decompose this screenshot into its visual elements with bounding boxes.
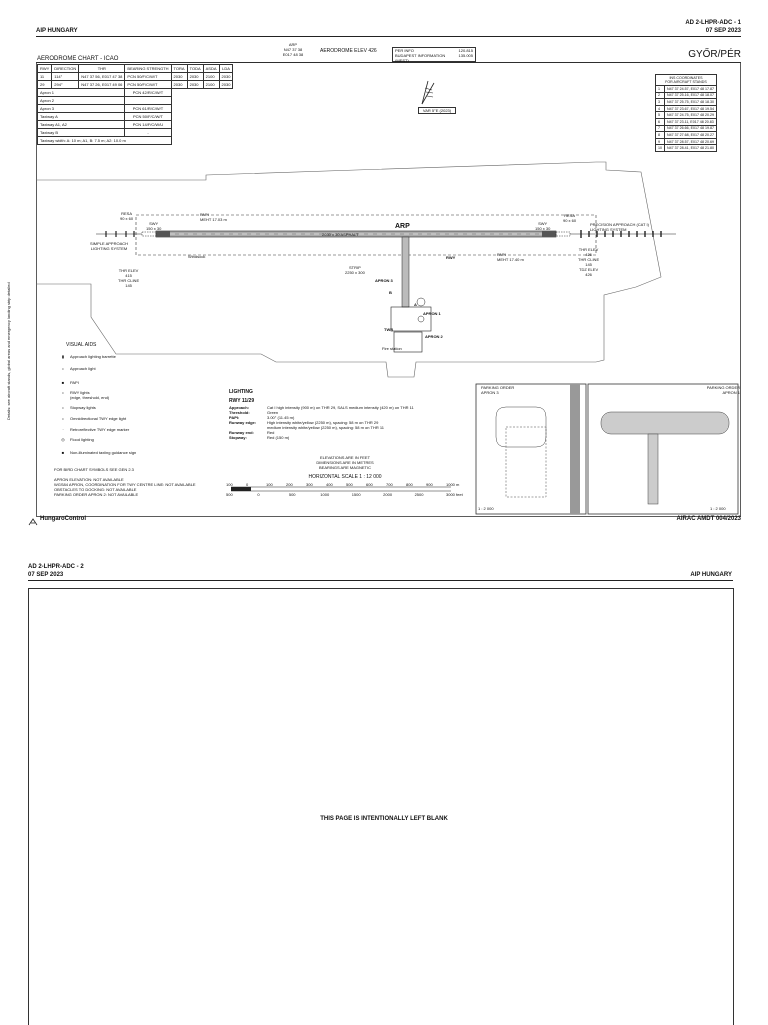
runway-cell: 2100 [203,81,219,89]
visual-aid-label: Retroreflective TWY edge marker [70,427,130,432]
runway-cell: N47 37 56, E017 47 38 [79,73,125,81]
map-windsock: Windsock [188,254,206,259]
coords-cell: N47 37 25.75, E017 48 18.30 [665,99,717,106]
inset-left-title-2: APRON 3 [481,390,499,395]
footer-left: HungaroControl [40,516,86,522]
page2-header-left-2: 07 SEP 2023 [28,572,64,578]
map-rwy-dims: 2030 x 30 ASPHALT [322,232,359,237]
visual-aid-label: Non-illuminated taxiing guidance sign [70,450,137,455]
page2-header-left-1: AD 2-LHPR-ADC - 2 [28,564,84,570]
arp-box-l1: ARP [288,42,298,47]
scale-feet-ticks [226,492,463,498]
runway-cell: 2100 [203,73,219,81]
visual-aid-symbol-icon: • [62,366,64,371]
coords-cell: 7 [656,125,665,132]
map-precision-approach: PRECISION APPROACH (CAT I) LIGHTING SYSTEM [590,222,649,232]
chart-note: APRON ELEVATION: NOT AVAILABLE [54,477,124,482]
lighting-subtitle: RWY 11/29 [229,398,255,404]
visual-aid-symbol-icon: ■ [61,380,65,385]
map-taxiway-b: B [389,290,392,295]
visual-aid-label: RWY lights (edge, threshold, end) [70,390,110,400]
page2-header-right: AIP HUNGARY [690,572,732,578]
visual-aid-item [56,427,129,432]
lighting-key: Runway end: [229,430,254,435]
scale-tick-label: 0 [246,482,249,487]
visual-aid-label: Flood lighting [70,437,94,442]
map-resa-left: RESA 90 x 60 [120,211,134,221]
elevation-notes [300,455,390,470]
map-apron3: APRON 3 [375,278,393,283]
runway-cell: 11 [38,73,52,81]
visual-aid-symbol-icon: · [62,427,64,432]
map-thr-right: THR ELEV 426 THR CLINE 145 TDZ ELEV 426 [578,247,600,277]
map-twr: TWR [384,327,394,332]
runway-cell: 2030 [171,81,187,89]
visual-aid-item [56,366,96,371]
visual-aid-label: Stopway lights [70,405,96,410]
lighting-value: High intensity white/yellow (2250 m), spacing: 58 m on THR 29 [267,420,379,425]
lighting-key: Runway edge: [229,420,257,425]
scale-tick-label: 100 [226,482,233,487]
runway-cell: 294° [52,81,79,89]
surface-pcn: PCN 50/F/C/W/T [125,113,171,121]
arp-box-l2: N47 37 38 [283,47,303,52]
surface-pcn: - [125,129,171,137]
surface-name: Taxiway B [38,129,125,137]
surface-name: Apron 2 [38,97,125,105]
elev-note-3: BEARINGS ARE MAGNETIC [318,465,371,470]
map-swy-left: SWY 150 x 30 [146,221,162,231]
chart-note: PARKING ORDER APRON 2: NOT AVAILABLE [54,492,139,497]
inset-right-title-2: APRON 1 [722,390,740,395]
runway-table-header-6: ASDA [203,65,219,73]
runway-table-header-1: DIRECTION [52,65,79,73]
coords-cell: 10 [656,145,665,152]
page2-header-rule [28,580,733,581]
freq-row1-value: 120.815 [458,48,473,53]
surface-name: Apron 3 [38,105,125,113]
map-swy-right: SWY 150 x 30 [535,221,551,231]
inset-right-title-1: PARKING ORDER [706,385,740,390]
scale-tick-label: 1000 [320,492,330,497]
map-thr-left: THR ELEV 415 THR CLINE 145 [118,268,140,288]
chart-note: WGS84 APRON, COORDINATION FOR TWY CENTRE LINE: NOT AVAILABLE [54,482,196,487]
scale-tick-label: 800 [406,482,413,487]
scale-tick-label: 400 [326,482,333,487]
map-taxiway-a: A [414,302,417,307]
map-apron2: APRON 2 [425,334,443,339]
map-strip: STRIP 2250 x 300 [345,265,365,275]
runway-table-header-2: THR [79,65,125,73]
map-arp: ARP [395,223,410,230]
runway-cell: 114° [52,73,79,81]
scale-meter-ticks [226,482,460,488]
runway-table-header-0: RWY [38,65,52,73]
scale-tick-label: 1000 m [446,482,460,487]
scale-tick-label: 600 [366,482,373,487]
lighting-value: Red (150 m) [267,435,290,440]
coords-cell: N47 37 25.16, E017 48 18.07 [665,92,717,99]
scale-tick-label: 300 [306,482,313,487]
elev-note-2: DIMENSIONS ARE IN METRES [316,460,374,465]
inset-left-title-1: PARKING ORDER [481,385,515,390]
coords-cell: 5 [656,112,665,119]
coords-cell: N47 37 28.57, E017 48 20.69 [665,138,717,145]
visual-aid-label: Omnidirectional TWY edge light [70,416,127,421]
map-resa-right: RESA 90 x 60 [563,213,577,223]
coords-title-1: INS COORDINATES [669,75,703,80]
runway-table-header-4: TORA [171,65,187,73]
visual-aid-item [56,380,79,385]
scale-tick-label: 1500 [351,492,361,497]
scale-tick-label: 200 [286,482,293,487]
map-fire-station: Fire station [382,346,402,351]
lighting-lines [229,405,414,440]
scale-tick-label: 0 [257,492,260,497]
visual-aid-label: PAPI [70,380,79,385]
visual-aid-label: Approach light [70,366,96,371]
coords-cell: N47 37 24.75, E017 48 20.29 [665,112,717,119]
visual-aid-symbol-icon: • [62,405,64,410]
coords-cell: 3 [656,99,665,106]
runway-table-header-3: BEARING STRENGTH [125,65,171,73]
runway-table-header-7: LDA [219,65,233,73]
surface-pcn: PCN 42/R/C/W/T [125,89,171,97]
footer-right: AIRAC AMDT 004/2023 [676,516,741,522]
lighting-key: Stopway: [229,435,247,440]
chart-note: OBSTACLES TO DOCKING: NOT AVAILABLE [54,487,137,492]
runway-cell: N47 37 26, E017 49 06 [79,81,125,89]
map-papi-right: PAPI MEHT 17.40 m [497,252,524,262]
place-name: GYŐR/PÉR [688,49,741,60]
lighting-line [229,435,414,440]
surface-pcn: PCN 61/R/C/W/T [125,105,171,113]
freq-row1-label: PER INFO [395,48,414,53]
arp-box [278,42,308,57]
coords-cell: 9 [656,138,665,145]
visual-aid-item [56,437,94,442]
visual-aid-item [56,450,136,455]
lighting-key: PAPI: [229,415,240,420]
coords-cell: N47 37 26.66, E017 48 19.87 [665,125,717,132]
surface-name: Apron 1 [38,89,125,97]
frequency-box [392,47,476,62]
lighting-value: 3.00° (11.45 m) [267,415,295,420]
visual-aid-symbol-icon: • [62,416,64,421]
surface-name: Taxiway A [38,113,125,121]
coords-cell: 2 [656,92,665,99]
visual-aid-item [56,354,116,359]
runway-cell: 29 [38,81,52,89]
map-rwy-label: RWY [446,255,456,260]
taxiway-width: Taxiway width: A: 10 m; A1, B: 7.5 m; A2: 10.0 m [38,137,172,145]
chart-title: AERODROME CHART - ICAO [37,56,119,62]
coords-title-2: FOR AIRCRAFT STANDS [665,80,707,84]
page1-header-right-1: AD 2-LHPR-ADC - 1 [685,20,741,26]
freq-row2-value: 135.005 [458,53,473,58]
lighting-value: Green [267,410,279,415]
visual-aid-item [56,416,126,421]
scale-tick-label: 100 [266,482,273,487]
map-apron1: APRON 1 [423,311,441,316]
scale-tick-label: 2500 [414,492,424,497]
visual-aid-label: Approach lighting barrette [70,354,116,359]
coords-cell: 1 [656,86,665,93]
chart-note: FOR BIRD CHART SYMBOLS SEE GEN 2.3 [54,467,134,472]
runway-cell: PCN 50/F/C/W/T [125,81,171,89]
lighting-value: medium intensity white/yellow (2250 m), spacing: 58 m on THR 11 [267,425,385,430]
lighting-value: Cat I high intensity (900 m) on THR 29, SALS medium intensity (420 m) on THR 11 [267,405,414,410]
visual-aid-symbol-icon: ◎ [61,437,65,442]
coords-cell: N47 37 27.68, E017 48 20.27 [665,132,717,139]
scale-tick-label: 500 [288,492,296,497]
coords-cell: 6 [656,118,665,125]
arp-box-l3: E017 48 38 [282,52,304,57]
coords-cell: N47 37 23.67, E017 48 19.54 [665,105,717,112]
scale-tick-label: 500 [346,482,353,487]
scale-tick-label: 700 [386,482,393,487]
surface-pcn: PCN 14/F/C/W/U [125,121,171,129]
inset-right-scale: 1 : 2 000 [710,506,726,511]
coords-cell: N47 37 23.11, E017 48 20.83 [665,118,717,125]
lighting-key: Approach: [229,405,249,410]
elev-note-1: ELEVATIONS ARE IN FEET [319,455,371,460]
runway-cell: PCN 50/F/C/W/T [125,73,171,81]
runway-cell: 2030 [187,81,203,89]
coords-cell: 8 [656,132,665,139]
coords-cell: 4 [656,105,665,112]
lighting-value: Red [267,430,275,435]
scale-tick-label: 500 [226,492,233,497]
runway-cell: 2030 [171,73,187,81]
map-papi-left: PAPI MEHT 17.03 m [200,212,227,222]
page2-frame [28,588,734,1025]
runway-table-header-5: TODA [187,65,203,73]
map-simple-approach: SIMPLE APPROACH LIGHTING SYSTEM [90,241,129,251]
blank-page-text: THIS PAGE IS INTENTIONALLY LEFT BLANK [320,816,448,822]
coords-cell: N47 37 28.41, E017 48 21.80 [665,145,717,152]
aerodrome-elevation: AERODROME ELEV 426 [320,48,377,54]
lighting-title: LIGHTING [229,389,253,395]
coords-cell: N47 37 24.57, E017 48 17.87 [665,86,717,93]
page1-header-right-2: 07 SEP 2023 [705,28,741,34]
freq-row2-label: BUDAPEST INFORMATION (MEST) [395,53,446,63]
hungarocontrol-logo-icon [28,513,38,521]
inset-right-title [700,385,740,395]
runway-cell: 2030 [219,81,233,89]
visual-aid-symbol-icon: ■ [61,450,65,455]
visual-aid-item [56,405,96,410]
surface-name: Taxiway A1, A2 [38,121,125,129]
visual-aid-symbol-icon: • [62,390,64,395]
lighting-key: Threshold: [229,410,250,415]
visual-aids-title: VISUAL AIDS [66,342,97,348]
inset-left-title [481,385,514,395]
variation-label: VAR 5°E (2023) [418,107,456,114]
inset-left-scale: 1 : 2 000 [478,506,494,511]
runway-cell: 2030 [219,73,233,81]
page1-header-left: AIP HUNGARY [36,28,78,34]
chart-notes [54,467,196,497]
scale-tick-label: 2000 [383,492,393,497]
scale-tick-label: 3000 feet [446,492,463,497]
visual-aid-item [56,390,109,400]
scale-tick-label: 900 [426,482,433,487]
scale-title: HORIZONTAL SCALE 1 : 12 000 [308,474,382,480]
side-note: Details: see aircraft stands, global areas and emergency landing strip detailed [6,282,11,420]
page1-header-rule [36,36,741,37]
runway-cell: 2030 [187,73,203,81]
visual-aid-symbol-icon: ▮ [61,354,65,359]
